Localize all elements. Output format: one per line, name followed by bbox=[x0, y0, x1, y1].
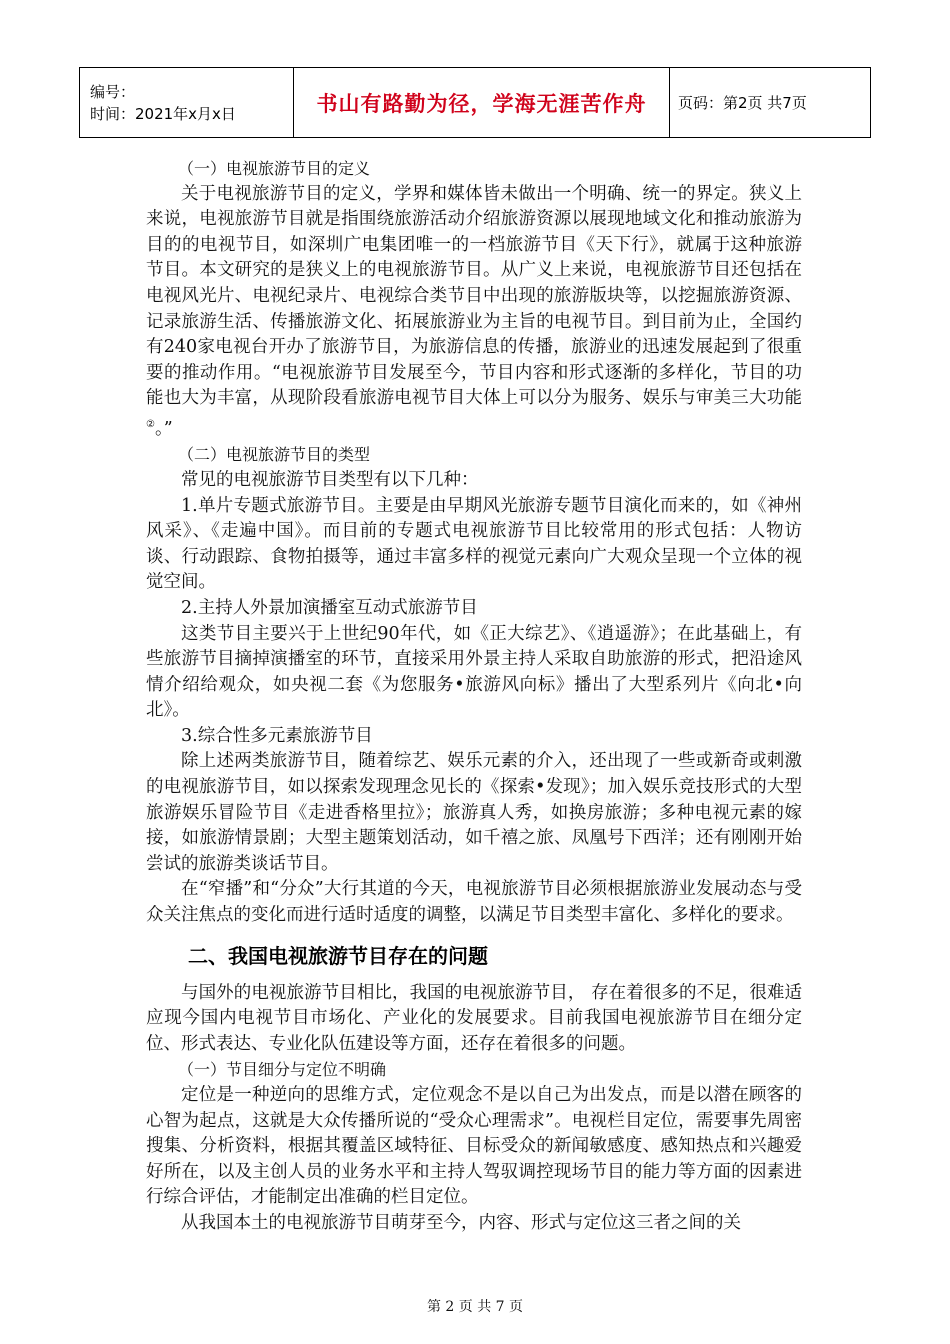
header-meta bbox=[80, 68, 294, 138]
document-body bbox=[146, 156, 802, 1237]
header-page-label: 页码：第2页 共7页 bbox=[670, 68, 871, 138]
page-header bbox=[79, 67, 871, 138]
page-footer: 第 2 页 共 7 页 bbox=[426, 1299, 524, 1315]
paragraph-definition-end: 。” bbox=[154, 418, 173, 439]
paragraph-problems-intro: 与国外的电视旅游节目相比，我国的电视旅游节目， 存在着很多的不足，很难适应现今国内电视节目市场化、产业化的发展要求。目前我国电视旅游节目在细分定位、形式表达、专业化队伍建设等方面，还存在着很多的问题。 bbox=[146, 982, 802, 1054]
paragraph-positioning-2: 从我国本土的电视旅游节目萌芽至今，内容、形式与定位这三者之间的关 bbox=[181, 1212, 741, 1233]
section-title-positioning: （一）节目细分与定位不明确 bbox=[178, 1060, 387, 1080]
number-label: 编号： bbox=[90, 82, 136, 101]
heading-problems: 二、我国电视旅游节目存在的问题 bbox=[188, 943, 488, 968]
section-title-types: （二）电视旅游节目的类型 bbox=[178, 445, 371, 465]
paragraph-types-close: 在“窄播”和“分众”大行其道的今天，电视旅游节目必须根据旅游业发展动态与受众关注焦点的变化而进行适时适度的调整，以满足节目类型丰富化、多样化的要求。 bbox=[146, 879, 802, 926]
paragraph-definition-text: 关于电视旅游节目的定义，学界和媒体皆未做出一个明确、统一的界定。狭义上来说，电视旅游节目就是指围绕旅游活动介绍旅游资源以展现地域文化和推动旅游为目的的电视节目，如深圳广电集团唯一的一档旅游节目《天下行》，就属于这种旅游节目。本文研究的是狭义上的电视旅游节目。从广义上来说，电视旅游节目还包括在电视风光片、电视纪录片、电视综合类节目中出现的旅游版块等，以挖掘旅游资源、记录旅游生活、传播旅游文化、拓展旅游业为主旨的电视节目。到目前为止，全国约有240家电视台开办了旅游节目，为旅游信息的传播，旅游业的迅速发展起到了很重要的推动作用。“电视旅游节目发展至今，节目内容和形式逐渐的多样化，节目的功能也大为丰富，从现阶段看旅游电视节目大体上可以分为服务、娱乐与审美三大功能 bbox=[146, 183, 802, 409]
paragraph-type-1: 1.单片专题式旅游节目。主要是由早期风光旅游专题节目演化而来的，如《神州风采》、《走遍中国》。而目前的专题式电视旅游节目比较常用的形式包括：人物访谈、行动跟踪、食物拍摄等，通过丰富多样的视觉元素向广大观众呈现一个立体的视觉空间。 bbox=[146, 495, 802, 593]
header-motto: 书山有路勤为径，学海无涯苦作舟 bbox=[294, 68, 670, 138]
paragraph-positioning-1: 定位是一种逆向的思维方式，定位观念不是以自己为出发点，而是以潜在顾客的心智为起点，这就是大众传播所说的“受众心理需求”。电视栏目定位，需要事先周密搜集、分析资料，根据其覆盖区域特征、目标受众的新闻敏感度、感知热点和兴趣爱好所在，以及主创人员的业务水平和主持人驾驭调控现场节目的能力等方面的因素进行综合评估，才能制定出准确的栏目定位。 bbox=[146, 1085, 802, 1208]
paragraph-types-intro: 常见的电视旅游节目类型有以下几种： bbox=[181, 469, 479, 490]
paragraph-type-2-body: 这类节目主要兴于上世纪90年代，如《正大综艺》、《逍遥游》；在此基础上，有些旅游节目摘掉演播室的环节，直接采用外景主持人采取自助旅游的形式，把沿途风情介绍给观众，如央视二套《为您服务•旅游风向标》播出了大型系列片《向北•向北》。 bbox=[146, 623, 802, 721]
section-title-definition: （一）电视旅游节目的定义 bbox=[178, 159, 371, 178]
paragraph-type-3-title: 3.综合性多元素旅游节目 bbox=[181, 725, 373, 746]
footnote-marker: ② bbox=[146, 418, 155, 430]
date-label: 时间：2021年x月x日 bbox=[90, 104, 236, 123]
paragraph-definition bbox=[146, 182, 802, 443]
paragraph-type-2-title: 2.主持人外景加演播室互动式旅游节目 bbox=[181, 597, 478, 618]
paragraph-type-3-body: 除上述两类旅游节目，随着综艺、娱乐元素的介入，还出现了一些或新奇或刺激的电视旅游节目，如以探索发现理念见长的《探索•发现》；加入娱乐竞技形式的大型旅游娱乐冒险节目《走进香格里拉》；旅游真人秀，如换房旅游；多种电视元素的嫁接，如旅游情景剧；大型主题策划活动，如千禧之旅、凤凰号下西洋；还有刚刚开始尝试的旅游类谈话节目。 bbox=[146, 751, 802, 874]
